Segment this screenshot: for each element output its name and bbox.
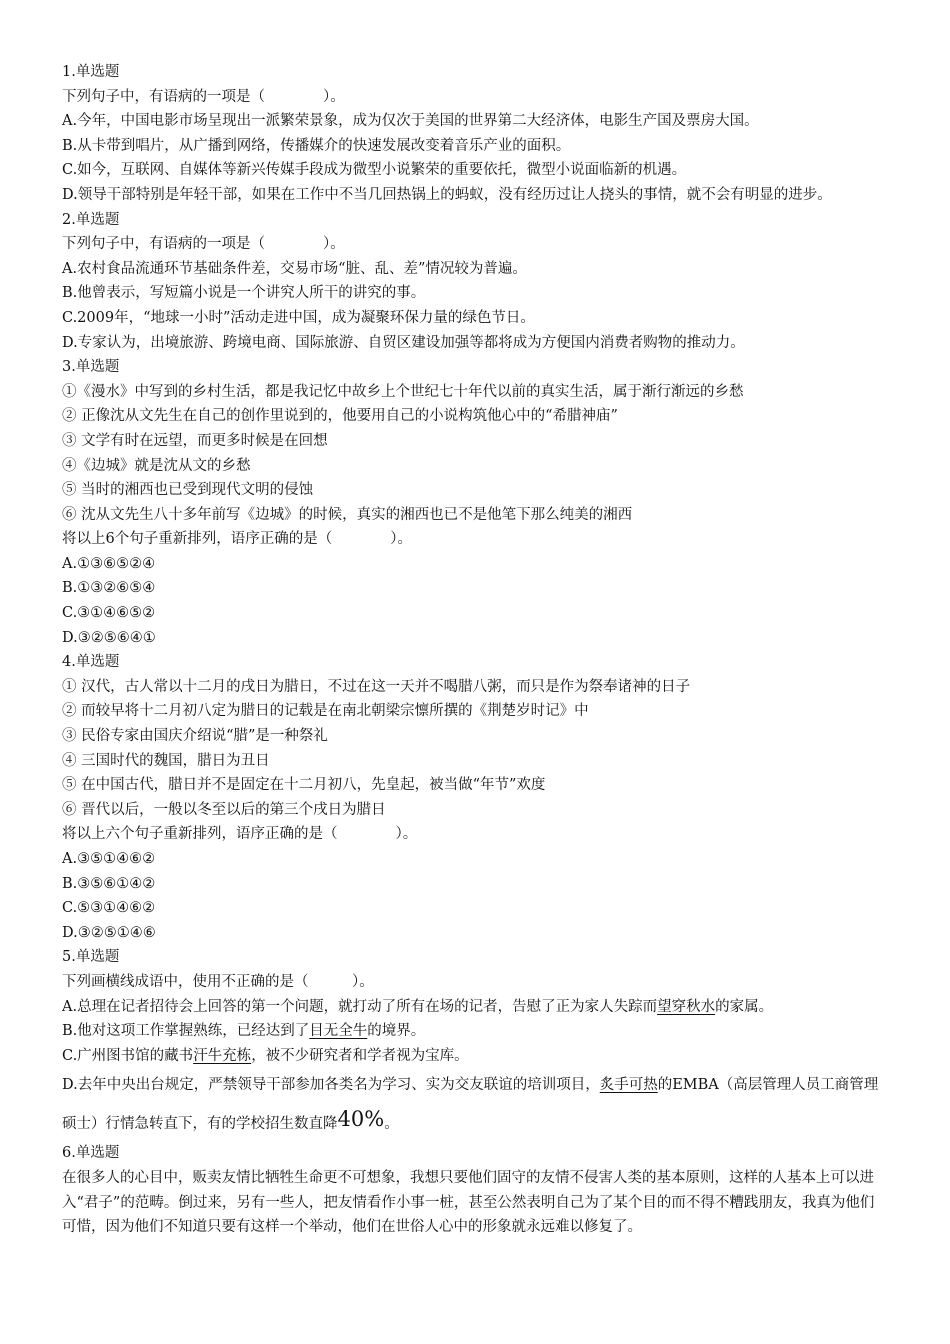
option-b-text-after: 的境界。: [367, 1023, 426, 1040]
question-4-sentence-3: ③ 民俗专家由国庆介绍说“腊”是一种祭礼: [62, 728, 328, 745]
question-4-sentence-5: ⑤ 在中国古代，腊日并不是固定在十二月初八，先皇起，被当做“年节”欢度: [62, 777, 546, 794]
question-2: [62, 208, 886, 356]
question-1-option-b: B.从卡带到唱片，从广播到网络，传播媒介的快速发展改变着音乐产业的面积。: [62, 137, 571, 154]
question-4: [62, 650, 886, 945]
question-4-option-b: B.③⑤⑥①④②: [62, 875, 156, 892]
underlined-idiom-d: 炙手可热: [599, 1077, 658, 1094]
question-6: [62, 1141, 886, 1239]
question-3-stem: 将以上6个句子重新排列，语序正确的是（ ）。: [62, 531, 412, 548]
question-3-option-a: A.①③⑥⑤②④: [62, 555, 156, 572]
question-3-sentence-3: ③ 文学有时在远望，而更多时候是在回想: [62, 432, 328, 449]
question-4-stem: 将以上六个句子重新排列，语序正确的是（ ）。: [62, 826, 418, 843]
option-c-text-before: C.广州图书馆的藏书: [62, 1047, 194, 1064]
option-b-text-before: B.他对这项工作掌握熟练，已经达到了: [62, 1023, 310, 1040]
percentage-value: 40%: [337, 1107, 385, 1132]
question-6-passage: 在很多人的心目中，贩卖友情比牺牲生命更不可想象，我想只要他们固守的友情不侵害人类的基本原则，这样的人基本上可以进入“君子”的范畴。倒过来，另有一些人，把友情看作小事一桩，甚至公然表明自己为了某个目的而不得不糟践朋友，我真为他们可惜，因为他们不知道只要有这样一个举动，他们在世俗人心中的形象就永远难以修复了。: [62, 1169, 875, 1236]
question-5-heading: 5.单选题: [62, 949, 120, 966]
question-4-option-c: C.⑤③①④⑥②: [62, 900, 156, 917]
question-3-option-b: B.①③②⑥⑤④: [62, 580, 156, 597]
question-4-sentence-2: ② 而较早将十二月初八定为腊日的记载是在南北朝梁宗懔所撰的《荆楚岁时记》中: [62, 703, 589, 720]
question-3: [62, 355, 886, 650]
question-3-sentence-1: ①《漫水》中写到的乡村生活，都是我记忆中故乡上个世纪七十年代以前的真实生活，属于渐行渐远的乡愁: [62, 383, 744, 400]
question-5-option-a: [62, 995, 886, 1020]
option-c-text-after: ，被不少研究者和学者视为宝库。: [251, 1047, 469, 1064]
question-1-stem: 下列句子中，有语病的一项是（ ）。: [62, 88, 345, 105]
question-4-sentence-6: ⑥ 晋代以后，一般以冬至以后的第三个戌日为腊日: [62, 801, 386, 818]
question-3-sentence-6: ⑥ 沈从文先生八十多年前写《边城》的时候，真实的湘西也已不是他笔下那么纯美的湘西: [62, 506, 633, 523]
underlined-idiom-c: 汗牛充栋: [193, 1047, 252, 1064]
question-4-heading: 4.单选题: [62, 654, 120, 671]
underlined-idiom-b: 目无全牛: [309, 1023, 368, 1040]
question-1-option-a: A.今年，中国电影市场呈现出一派繁荣景象，成为仅次于美国的世界第二大经济体，电影生产国及票房大国。: [62, 113, 759, 130]
question-6-heading: 6.单选题: [62, 1145, 120, 1162]
option-d-text-before: D.去年中央出台规定，严禁领导干部参加各类名为学习、实为交友联谊的培训项目，: [62, 1077, 600, 1094]
question-3-sentence-2: ② 正像沈从文先生在自己的创作里说到的，他要用自己的小说构筑他心中的“希腊神庙”: [62, 408, 618, 425]
question-5-stem: 下列画横线成语中，使用不正确的是（ ）。: [62, 973, 374, 990]
option-a-text-after: 的家属。: [715, 998, 774, 1015]
question-2-stem: 下列句子中，有语病的一项是（ ）。: [62, 236, 345, 253]
question-1-heading: 1.单选题: [62, 64, 120, 80]
question-4-sentence-4: ④ 三国时代的魏国，腊日为丑日: [62, 752, 270, 769]
option-d-end: 。: [384, 1116, 399, 1133]
question-4-sentence-1: ① 汉代，古人常以十二月的戌日为腊日，不过在这一天并不喝腊八粥，而只是作为祭奉诸神的日子: [62, 678, 691, 695]
question-5-option-d: [62, 1068, 886, 1141]
question-4-option-d: D.③②⑤①④⑥: [62, 924, 156, 941]
question-2-option-a: A.农村食品流通环节基础条件差，交易市场“脏、乱、差”情况较为普遍。: [62, 260, 527, 277]
question-3-heading: 3.单选题: [62, 359, 120, 376]
question-1: [62, 60, 886, 208]
question-3-option-c: C.③①④⑥⑤②: [62, 605, 156, 622]
question-2-option-d: D.专家认为，出境旅游、跨境电商、国际旅游、自贸区建设加强等都将成为方便国内消费者购物的推动力。: [62, 334, 745, 351]
underlined-idiom-a: 望穿秋水: [657, 998, 716, 1015]
question-1-option-c: C.如今，互联网、自媒体等新兴传媒手段成为微型小说繁荣的重要依托，微型小说面临新的机遇。: [62, 162, 687, 179]
question-2-option-b: B.他曾表示，写短篇小说是一个讲究人所干的讲究的事。: [62, 285, 426, 302]
question-3-sentence-5: ⑤ 当时的湘西也已受到现代文明的侵蚀: [62, 482, 314, 499]
option-d-text-after: 的EMBA（高层管理人员工商管理硕士）行情急转直下，有的学校招生数直降: [62, 1077, 879, 1133]
question-2-option-c: C.2009年，“地球一小时”活动走进中国，成为凝聚环保力量的绿色节日。: [62, 309, 535, 326]
question-4-option-a: A.③⑤①④⑥②: [62, 851, 156, 867]
question-1-option-d: D.领导干部特别是年轻干部，如果在工作中不当几回热锅上的蚂蚁，没有经历过让人挠头的事情，就不会有明显的进步。: [62, 186, 832, 203]
question-5-option-c: [62, 1044, 886, 1069]
question-3-sentence-4: ④《边城》就是沈从文的乡愁: [62, 457, 251, 474]
question-5-option-b: [62, 1019, 886, 1044]
question-3-option-d: D.③②⑤⑥④①: [62, 629, 156, 646]
question-5: [62, 945, 886, 1141]
option-a-text-before: A.总理在记者招待会上回答的第一个问题，就打动了所有在场的记者，告慰了正为家人失踪而: [62, 998, 658, 1015]
question-2-heading: 2.单选题: [62, 211, 120, 228]
